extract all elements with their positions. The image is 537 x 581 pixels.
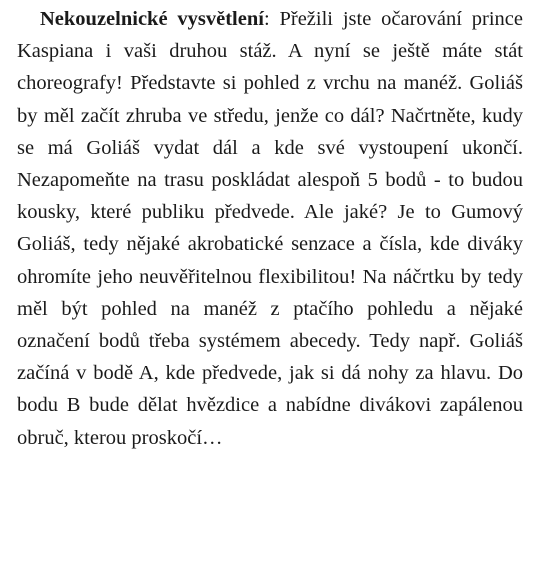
paragraph-body-text: Přežili jste očarování prince Kaspiana i vaši druhou stáž. A nyní se ještě máte stát choreografy! Představte si pohled z vrchu na manéž. Goliáš by měl začít zhruba ve středu, jenže co dál? Načrtněte, kudy se má Goliáš vydat dál a kde své vystoupení ukončí. Nezapomeňte na trasu poskládat alespoň 5 bodů - to budou kousky, které publiku předvede. Ale jaké? Je to Gumový Goliáš, tedy nějaké akrobatické senzace a čísla, kde diváky ohromíte jeho neuvěřitelnou flexibilitou! Na náčrtku by tedy měl být pohled na manéž z ptačího pohledu a nějaké označení bodů třeba systémem abecedy. Tedy např. Goliáš začíná v bodě A, kde předvede, jak si dá nohy za hlavu. Do bodu B bude dělat hvězdice a nabídne divákovi zapálenou obruč, kterou proskočí… [17,8,523,449]
paragraph-lead-separator: : [263,8,270,30]
paragraph-lead-heading: Nekouzelnické vysvětlení [40,8,264,30]
instruction-paragraph [17,3,523,454]
